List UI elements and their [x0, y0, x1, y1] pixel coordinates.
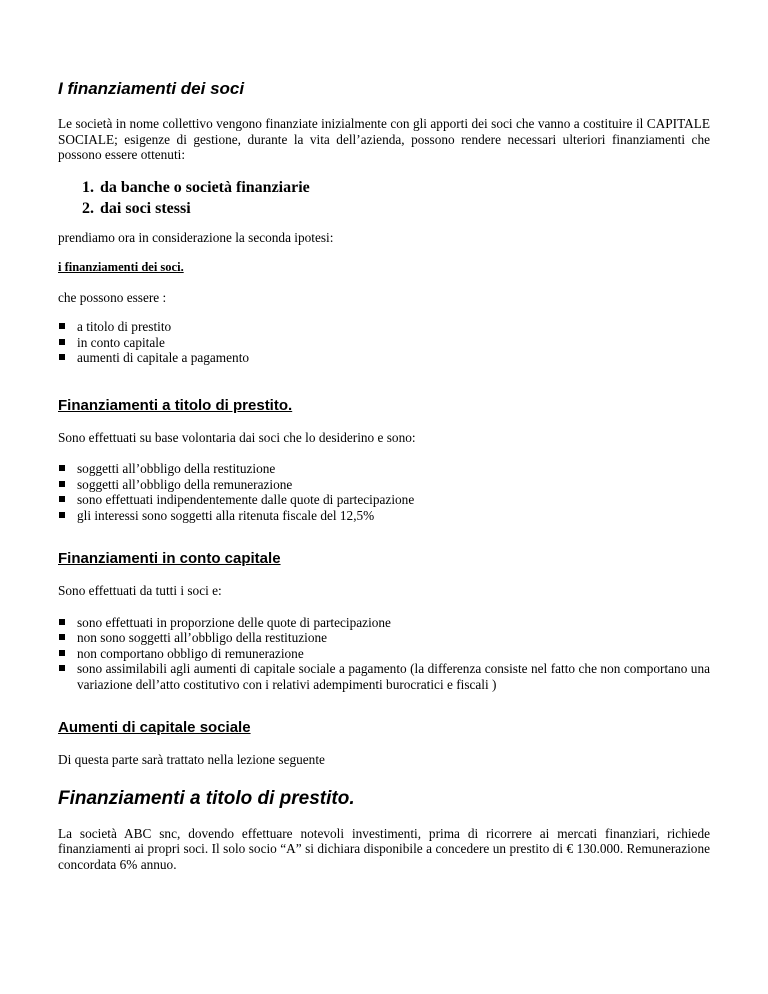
list-item: sono effettuati in proporzione delle quote di partecipazione — [58, 615, 710, 631]
document-page — [58, 78, 710, 872]
intro-paragraph: Le società in nome collettivo vengono finanziate inizialmente con gli apporti dei soci che vanno a costituire il CAPITALE SOCIALE; esigenze di gestione, durante la vita dell’azienda, possono rendere necessari ulteriori finanziamenti che possono essere ottenuti: — [58, 116, 710, 162]
list-item: in conto capitale — [58, 335, 710, 351]
funding-source-item — [82, 198, 710, 219]
square-bullet-icon — [59, 512, 65, 518]
list-item: a titolo di prestito — [58, 319, 710, 335]
list-item: soggetti all’obbligo della remunerazione — [58, 477, 710, 493]
section-heading-increase: Aumenti di capitale sociale — [58, 719, 251, 736]
square-bullet-icon — [59, 496, 65, 502]
square-bullet-icon — [59, 634, 65, 640]
sub-heading: i finanziamenti dei soci. — [58, 260, 184, 274]
list-item: sono assimilabili agli aumenti di capitale sociale a pagamento (la differenza consiste nel fatto che non comportano una variazione dell’atto costitutivo con i relativi adempimenti burocratici e fiscali ) — [58, 661, 710, 692]
loan-features-list — [58, 461, 710, 523]
list-number: 2. — [82, 199, 94, 217]
square-bullet-icon — [59, 619, 65, 625]
section-heading-example: Finanziamenti a titolo di prestito. — [58, 787, 355, 809]
section-heading-capital: Finanziamenti in conto capitale — [58, 550, 281, 567]
document-title: I finanziamenti dei soci — [58, 79, 245, 98]
square-bullet-icon — [59, 665, 65, 671]
section-heading-loan: Finanziamenti a titolo di prestito. — [58, 396, 293, 414]
square-bullet-icon — [59, 650, 65, 656]
capital-features-list — [58, 615, 710, 693]
square-bullet-icon — [59, 481, 65, 487]
list-item: non sono soggetti all’obbligo della restituzione — [58, 630, 710, 646]
list-item: aumenti di capitale a pagamento — [58, 350, 710, 366]
funding-sources-list — [58, 177, 710, 219]
list-item: non comportano obbligo di remunerazione — [58, 646, 710, 662]
section-capital-intro: Sono effettuati da tutti i soci e: — [58, 583, 222, 598]
list-item: soggetti all’obbligo della restituzione — [58, 461, 710, 477]
section-example-text: La società ABC snc, dovendo effettuare notevoli investimenti, prima di ricorrere ai mercati finanziari, richiede finanziamenti ai propri soci. Il solo socio “A” si dichiara disponibile a concedere un prestito di € 130.000. Remunerazione concordata 6% annuo. — [58, 825, 710, 872]
square-bullet-icon — [59, 323, 65, 329]
square-bullet-icon — [59, 339, 65, 345]
list-number: 1. — [82, 178, 94, 196]
types-intro: che possono essere : — [58, 289, 167, 305]
square-bullet-icon — [59, 354, 65, 360]
section-loan-intro: Sono effettuati su base volontaria dai soci che lo desiderino e sono: — [58, 429, 416, 445]
types-list — [58, 319, 710, 366]
list-item-text: da banche o società finanziarie — [100, 178, 310, 196]
section-increase-text: Di questa parte sarà trattato nella lezione seguente — [58, 752, 325, 767]
consider-paragraph: prendiamo ora in considerazione la seconda ipotesi: — [58, 229, 334, 245]
list-item: gli interessi sono soggetti alla ritenuta fiscale del 12,5% — [58, 508, 710, 524]
list-item: sono effettuati indipendentemente dalle quote di partecipazione — [58, 492, 710, 508]
square-bullet-icon — [59, 465, 65, 471]
funding-source-item — [82, 177, 710, 198]
list-item-text: dai soci stessi — [100, 199, 191, 217]
